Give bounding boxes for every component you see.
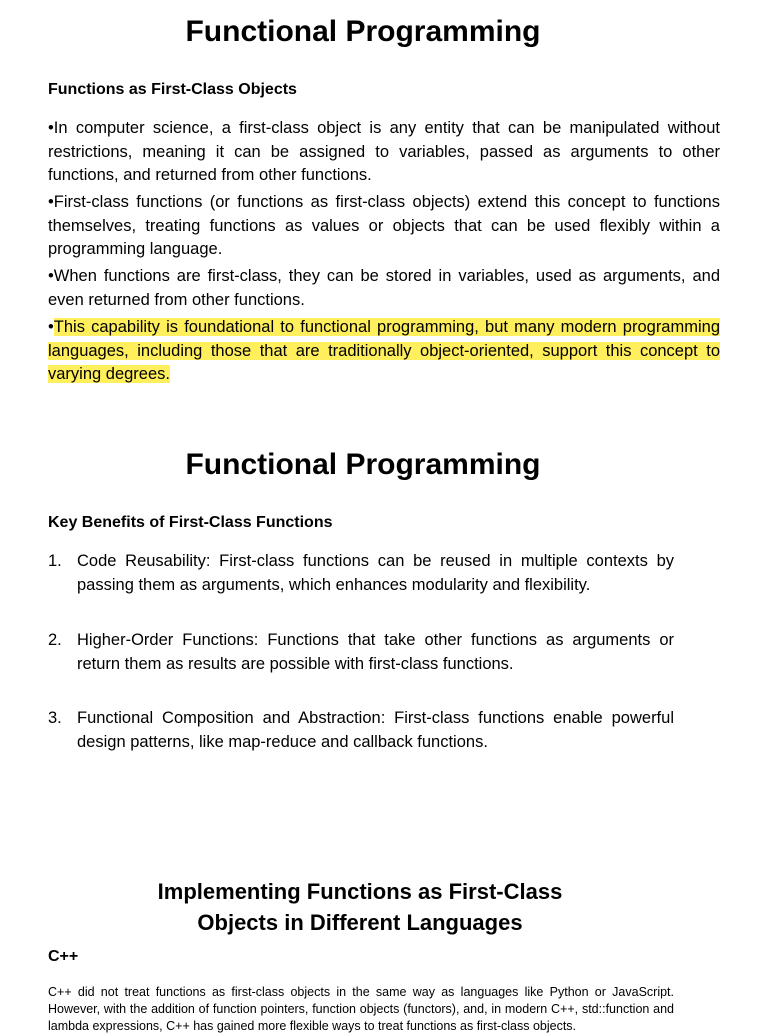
slide2-title: Functional Programming — [185, 448, 541, 481]
list-number: 1. — [48, 552, 62, 570]
list-number: 3. — [48, 709, 62, 727]
benefits-list — [48, 629, 674, 676]
list-item-text: Functional Composition and Abstraction: First-class functions enable powerful design patterns, like map-reduce and callback functions. — [77, 709, 674, 751]
slide3-subtitle: C++ — [48, 948, 79, 965]
benefits-list — [48, 707, 674, 754]
slide3-title-line-2: Objects in Different Languages — [197, 910, 523, 935]
list-number: 2. — [48, 631, 62, 649]
slide1-bullet-3: •When functions are first-class, they can be stored in variables, used as arguments, and even returned from other functions. — [48, 267, 720, 309]
list-item — [48, 629, 674, 676]
benefits-list — [48, 550, 674, 597]
slide1-bullet-2: •First-class functions (or functions as first-class objects) extend this concept to functions themselves, treating functions as values or objects that can be used flexibly within a programming language. — [48, 193, 720, 258]
list-item-text: Code Reusability: First-class functions can be reused in multiple contexts by passing them as arguments, which enhances modularity and flexibility. — [77, 552, 674, 594]
slide1-subtitle: Functions as First-Class Objects — [48, 81, 297, 98]
list-item — [48, 707, 674, 754]
slide1-bullet-1: •In computer science, a first-class object is any entity that can be manipulated without restrictions, meaning it can be assigned to variables, passed as arguments to other functions, and returned from other functions. — [48, 119, 720, 184]
slide3-title-line-1: Implementing Functions as First-Class — [157, 879, 563, 904]
highlighted-text: This capability is foundational to functional programming, but many modern programming languages, including those that are traditionally object-oriented, support this concept to varying degrees. — [48, 318, 720, 383]
slide2-subtitle: Key Benefits of First-Class Functions — [48, 514, 333, 531]
list-item — [48, 550, 674, 597]
bullet-marker: • — [48, 318, 54, 336]
list-item-text: Higher-Order Functions: Functions that take other functions as arguments or return them as results are possible with first-class functions. — [77, 631, 674, 673]
slide3-title — [130, 876, 590, 938]
slide1-bullet-4 — [48, 316, 720, 387]
slide1-title: Functional Programming — [185, 15, 541, 48]
slide3-paragraph: C++ did not treat functions as first-class objects in the same way as languages like Python or JavaScript. However, with the addition of function pointers, function objects (functors), and, in modern C++, std::function and lambda expressions, C++ has gained more flexible ways to treat functions as first-class objects. — [48, 985, 674, 1033]
